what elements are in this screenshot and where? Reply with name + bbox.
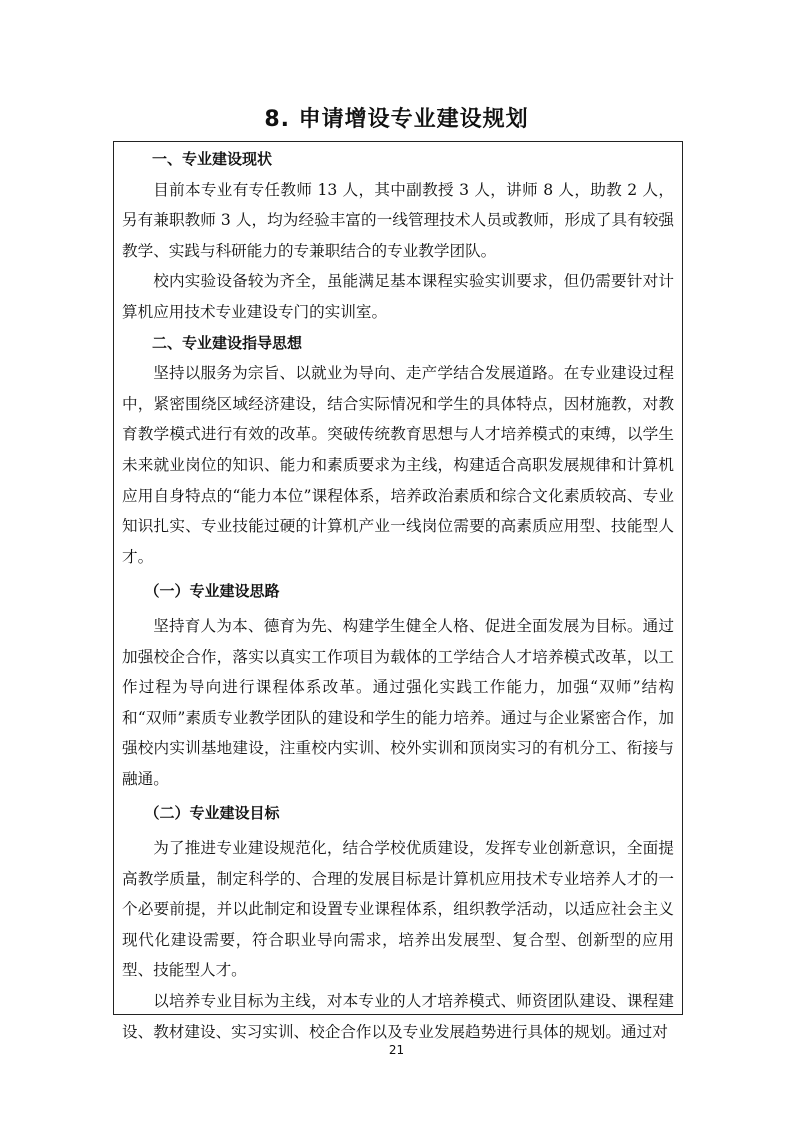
section-heading-status: 一、专业建设现状 — [152, 150, 273, 168]
document-body — [122, 144, 674, 1047]
page-number: 21 — [388, 1043, 405, 1057]
page-title: 8. 申请增设专业建设规划 — [264, 107, 529, 132]
paragraph-plan: 以培养专业目标为主线，对本专业的人才培养模式、师资团队建设、课程建设、教材建设、实习实训、校企合作以及专业发展趋势进行具体的规划。通过对 — [122, 992, 674, 1041]
section-heading-guiding-ideology: 二、专业建设指导思想 — [152, 333, 303, 352]
content-box — [113, 141, 683, 1041]
paragraph-equipment: 校内实验设备较为齐全，虽能满足基本课程实验实训要求，但仍需要针对计算机应用技术专业建设专门的实训室。 — [122, 272, 674, 321]
paragraph-approach: 坚持育人为本、德育为先、构建学生健全人格、促进全面发展为目标。通过加强校企合作，落实以真实工作项目为载体的工学结合人才培养模式改革，以工作过程为导向进行课程体系改革。通过强化实践工作能力，加强“双师”结构和“双师”素质专业教学团队的建设和学生的能力培养。通过与企业紧密合作，加强校内实训基地建设，注重校内实训、校外实训和顶岗实习的有机分工、衔接与融通。 — [122, 616, 674, 788]
paragraph-goals: 为了推进专业建设规范化，结合学校优质建设，发挥专业创新意识，全面提高教学质量，制定科学的、合理的发展目标是计算机应用技术专业培养人才的一个必要前提，并以此制定和设置专业课程体系，组织教学活动，以适应社会主义现代化建设需要，符合职业导向需求，培养出发展型、复合型、创新型的应用型、技能型人才。 — [122, 839, 674, 980]
paragraph-guiding-ideology: 坚持以服务为宗旨、以就业为导向、走产学结合发展道路。在专业建设过程中，紧密围绕区域经济建设，结合实际情况和学生的具体特点，因材施教，对教育教学模式进行有效的改革。突破传统教育思想与人才培养模式的束缚，以学生未来就业岗位的知识、能力和素质要求为主线，构建适合高职发展规律和计算机应用自身特点的“能力本位”课程体系，培养政治素质和综合文化素质较高、专业知识扎实、专业技能过硬的计算机产业一线岗位需要的高素质应用型、技能型人才。 — [122, 364, 674, 566]
subsection-heading-approach: （一）专业建设思路 — [144, 582, 280, 601]
subsection-heading-goals: （二）专业建设目标 — [144, 804, 280, 823]
paragraph-faculty: 目前本专业有专任教师 13 人，其中副教授 3 人，讲师 8 人，助教 2 人，另有兼职教师 3 人，均为经验丰富的一线管理技术人员或教师，形成了具有较强教学、实践与科研能力的专兼职结合的专业教学团队。 — [122, 180, 674, 260]
